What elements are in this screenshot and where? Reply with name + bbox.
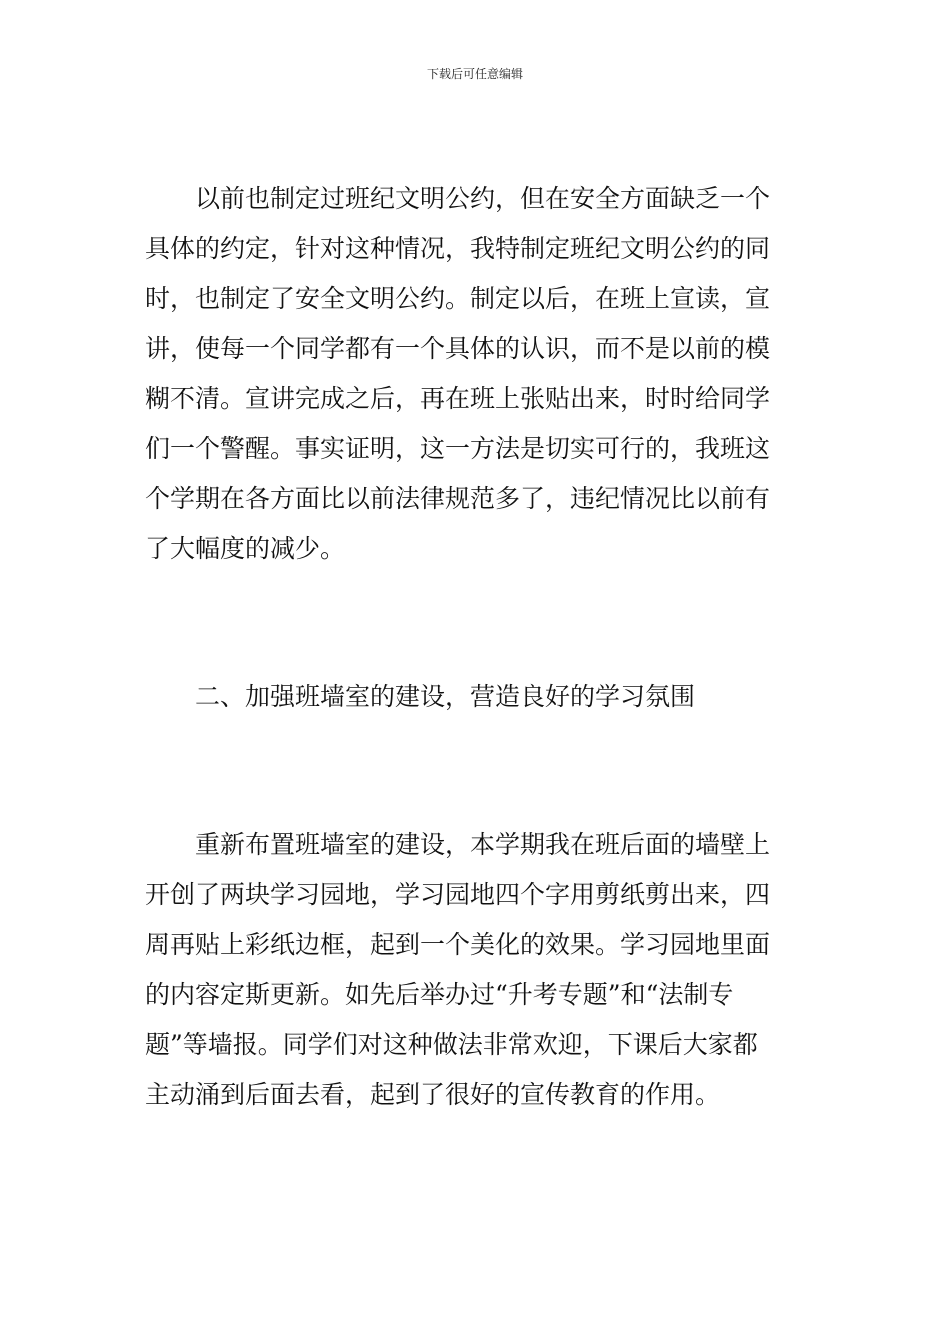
paragraph-line: 开创了两块学习园地，学习园地四个字用剪纸剪出来，四 bbox=[145, 880, 771, 909]
paragraph-line: 时，也制定了安全文明公约。制定以后，在班上宣读，宣 bbox=[145, 284, 771, 313]
paragraph-line: 重新布置班墙室的建设，本学期我在班后面的墙壁上 bbox=[145, 830, 771, 859]
paragraph-line: 糊不清。宣讲完成之后，再在班上张贴出来，时时给同学 bbox=[145, 384, 771, 413]
paragraph-classroom-wall bbox=[145, 820, 805, 1120]
paragraph-safety-pact bbox=[145, 174, 805, 574]
paragraph-line: 个学期在各方面比以前法律规范多了，违纪情况比以前有 bbox=[145, 484, 771, 513]
paragraph-line: 的内容定斯更新。如先后举办过“升考专题”和“法制专 bbox=[145, 980, 734, 1009]
paragraph-line: 具体的约定，针对这种情况，我特制定班纪文明公约的同 bbox=[145, 234, 771, 263]
paragraph-line: 周再贴上彩纸边框，起到一个美化的效果。学习园地里面 bbox=[145, 930, 771, 959]
section-heading bbox=[145, 672, 805, 722]
paragraph-line: 题”等墙报。同学们对这种做法非常欢迎，下课后大家都 bbox=[145, 1030, 758, 1059]
paragraph-line: 以前也制定过班纪文明公约，但在安全方面缺乏一个 bbox=[145, 184, 771, 213]
section-heading-text: 二、加强班墙室的建设，营造良好的学习氛围 bbox=[145, 682, 696, 711]
paragraph-line: 们一个警醒。事实证明，这一方法是切实可行的，我班这 bbox=[145, 434, 771, 463]
paragraph-line: 了大幅度的减少。 bbox=[145, 534, 346, 563]
paragraph-line: 主动涌到后面去看，起到了很好的宣传教育的作用。 bbox=[145, 1080, 721, 1109]
page-header: 下载后可任意编辑 bbox=[426, 67, 523, 81]
paragraph-line: 讲，使每一个同学都有一个具体的认识，而不是以前的模 bbox=[145, 334, 771, 363]
